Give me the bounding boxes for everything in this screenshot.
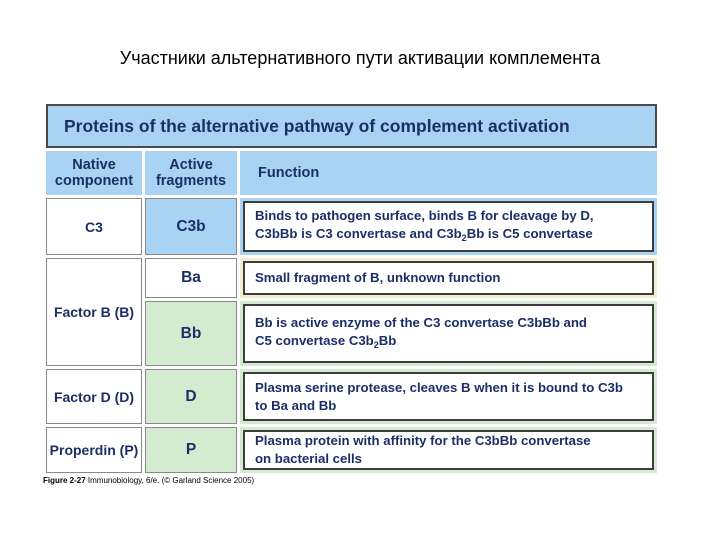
function-text: Binds to pathogen surface, binds B for cleavage by D, bbox=[255, 207, 594, 223]
table-banner: Proteins of the alternative pathway of complement activation bbox=[46, 104, 657, 148]
function-text: Small fragment of B, unknown function bbox=[255, 270, 501, 285]
function-row-bb bbox=[240, 301, 657, 366]
function-text: on bacterial cells bbox=[255, 451, 363, 466]
function-text: Plasma protein with affinity for the C3bBb convertase bbox=[255, 433, 591, 448]
function-text-box bbox=[243, 372, 654, 421]
function-row-d bbox=[240, 369, 657, 424]
function-text: Bb is active enzyme of the C3 convertase C3bBb and bbox=[255, 314, 587, 330]
function-text-box bbox=[243, 261, 654, 295]
complement-table-figure bbox=[43, 101, 660, 473]
subscript: 2 bbox=[461, 232, 467, 243]
figure-caption bbox=[43, 476, 254, 485]
function-row-p bbox=[240, 427, 657, 473]
subscript: 2 bbox=[373, 339, 379, 350]
fragment-cell-d: D bbox=[145, 369, 237, 424]
fragment-cell-p: P bbox=[145, 427, 237, 473]
fragment-cell-c3b: C3b bbox=[145, 198, 237, 255]
caption-source: Immunobiology, 6/e. (© Garland Science 2005) bbox=[85, 476, 255, 485]
function-text-box bbox=[243, 201, 654, 252]
function-row-c3b bbox=[240, 198, 657, 255]
function-row-ba bbox=[240, 258, 657, 298]
figure-label: Figure 2-27 bbox=[43, 476, 86, 485]
header-native-component: Native component bbox=[46, 151, 142, 195]
function-text: to Ba and Bb bbox=[255, 397, 337, 413]
native-cell-c3: C3 bbox=[46, 198, 142, 255]
function-text: C5 convertase C3b bbox=[255, 332, 374, 348]
slide-title: Участники альтернативного пути активации комплемента bbox=[119, 48, 601, 68]
function-text: Bb bbox=[378, 332, 397, 348]
native-cell-factor-b: Factor B (B) bbox=[46, 258, 142, 366]
function-text: C3bBb is C3 convertase and C3b bbox=[255, 225, 462, 241]
native-cell-properdin: Properdin (P) bbox=[46, 427, 142, 473]
fragment-cell-bb: Bb bbox=[145, 301, 237, 366]
function-text: Bb is C5 convertase bbox=[466, 225, 593, 241]
fragment-cell-ba: Ba bbox=[145, 258, 237, 298]
header-active-fragments: Active fragments bbox=[145, 151, 237, 195]
function-text-box bbox=[243, 430, 654, 470]
function-text-box bbox=[243, 304, 654, 363]
header-function: Function bbox=[240, 151, 657, 195]
native-cell-factor-d: Factor D (D) bbox=[46, 369, 142, 424]
function-text: Plasma serine protease, cleaves B when it is bound to C3b bbox=[255, 379, 623, 395]
